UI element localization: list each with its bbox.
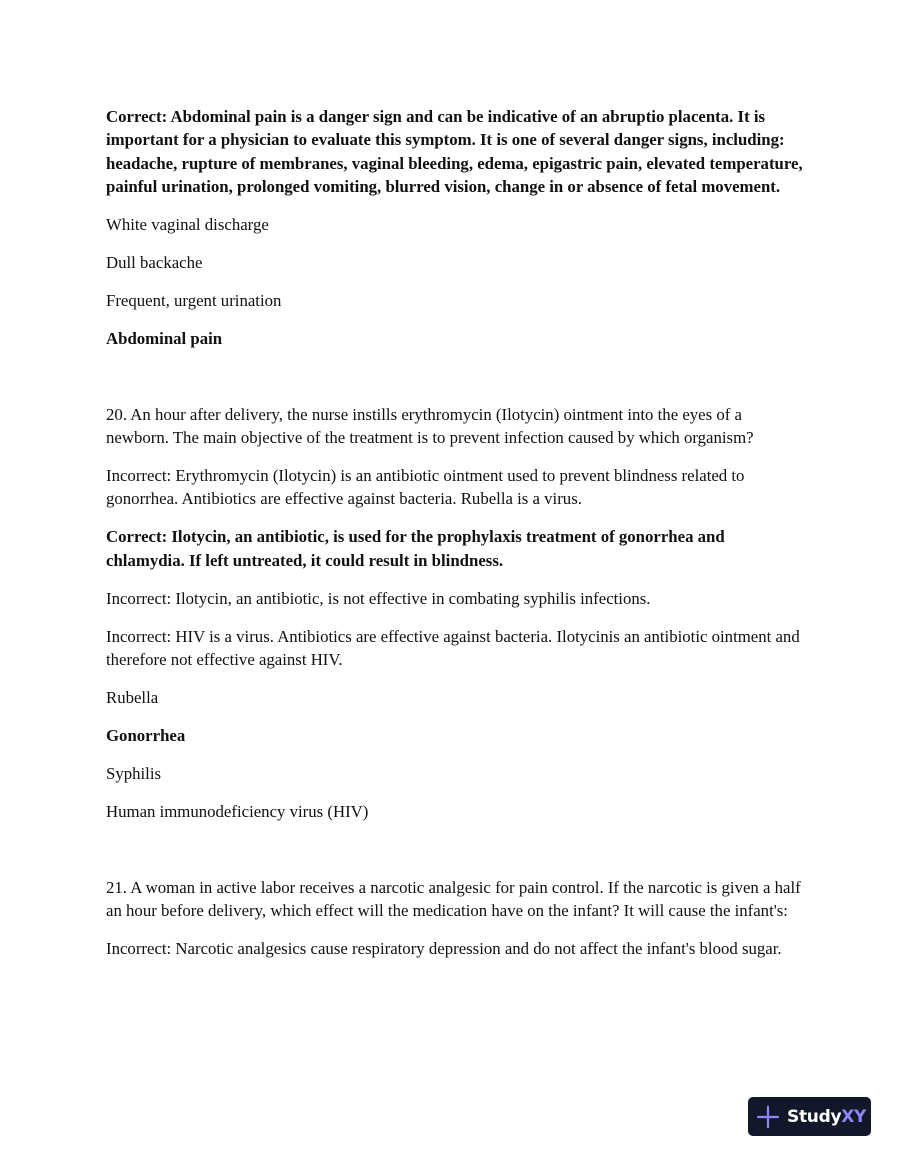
q20-option-c: Syphilis [106,763,162,783]
q19-option-a: White vaginal discharge [106,215,269,235]
q21-rationale-a: Incorrect: Narcotic analgesics cause respiratory depression and do not affect the infant's blood sugar. [106,938,782,958]
q19-option-b: Dull backache [106,253,203,273]
q20-rationale-d: Incorrect: HIV is a virus. Antibiotics are effective against bacteria. Ilotycinis an antibiotic ointment and therefore not effective against HIV. [106,626,800,669]
question-spacer [106,838,806,876]
q19-correct-rationale: Correct: Abdominal pain is a danger sign and can be indicative of an abruptio placenta. It is important for a physician to evaluate this symptom. It is one of several danger signs, including: headache, rupture of membranes, vaginal bleeding, edema, epigastric pain, elevated temperature, painful urination, prolonged vomiting, blurred vision, change in or absence of fetal movement. [106,107,803,197]
logo-text-main: Study [787,1106,842,1127]
q20-option-a: Rubella [106,687,159,707]
studyxy-logo[interactable] [748,1097,871,1136]
plus-icon [757,1106,779,1128]
q21-stem: 21. A woman in active labor receives a narcotic analgesic for pain control. If the narcotic is given a half an hour before delivery, which effect will the medication have on the infant? It will cause the infant's: [106,877,801,920]
q20-rationale-a: Incorrect: Erythromycin (Ilotycin) is an antibiotic ointment used to prevent blindness related to gonorrhea. Antibiotics are effective against bacteria. Rubella is a virus. [106,466,745,509]
q20-option-b-correct: Gonorrhea [106,725,186,745]
logo-text-accent: XY [841,1106,867,1127]
logo-wordmark [787,1107,866,1127]
q20-stem: 20. An hour after delivery, the nurse instills erythromycin (Ilotycin) ointment into the eyes of a newborn. The main objective of the treatment is to prevent infection caused by which organism? [106,404,754,448]
q20-rationale-c: Incorrect: Ilotycin, an antibiotic, is not effective in combating syphilis infections. [106,588,651,608]
q19-option-c: Frequent, urgent urination [106,290,282,310]
q20-option-d: Human immunodeficiency virus (HIV) [106,801,369,821]
question-spacer [106,365,806,403]
q20-rationale-b-correct: Correct: Ilotycin, an antibiotic, is used for the prophylaxis treatment of gonorrhea and chlamydia. If left untreated, it could result in blindness. [106,527,725,570]
document-body [106,105,806,975]
q19-option-d-correct: Abdominal pain [106,328,223,348]
